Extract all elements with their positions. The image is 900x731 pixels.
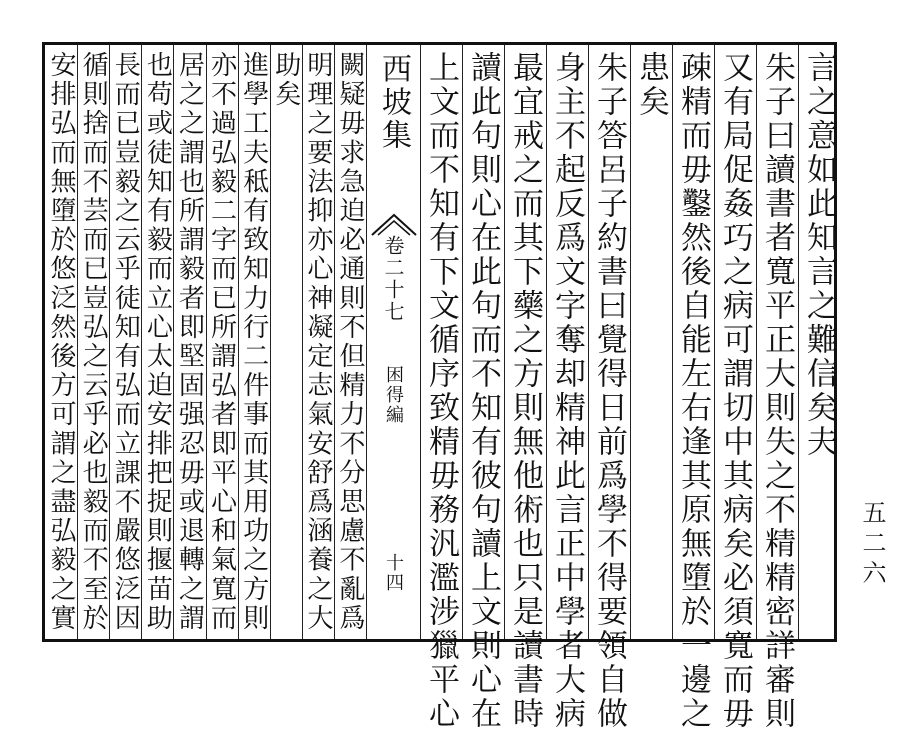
column-text: 又有局促姦巧之病可謂切中其病矣必須寬而毋 bbox=[717, 51, 753, 731]
column-text: 居之之謂也所謂毅者即堅固强忍毋或退轉之謂 bbox=[174, 51, 205, 633]
text-column bbox=[302, 45, 334, 639]
book-title: 西坡集 bbox=[376, 53, 411, 152]
column-text: 朱子曰讀書者寬平正大則失之不精精密詳審則 bbox=[759, 51, 795, 731]
text-column bbox=[238, 45, 270, 639]
column-text: 助矣 bbox=[270, 51, 301, 110]
text-column bbox=[798, 45, 840, 639]
column-text: 長而已豈毅之云乎徒知有弘而立課不嚴悠泛因 bbox=[110, 51, 141, 633]
column-text: 患矣 bbox=[633, 51, 669, 119]
text-column bbox=[462, 45, 504, 731]
text-column bbox=[109, 45, 141, 639]
text-column bbox=[630, 45, 672, 639]
text-column bbox=[672, 45, 714, 731]
text-column bbox=[141, 45, 173, 639]
text-column bbox=[77, 45, 109, 639]
text-column bbox=[206, 45, 238, 639]
column-text: 言之意如此知言之難信矣夫 bbox=[801, 51, 837, 459]
page-number: 五二六 bbox=[858, 500, 886, 590]
column-text: 身主不起反爲文字奪却精神此言正中學者大病 bbox=[549, 51, 585, 731]
text-column bbox=[504, 45, 546, 731]
column-text: 朱子答呂子約書曰覺得日前爲學不得要領自做 bbox=[591, 51, 627, 731]
text-column bbox=[173, 45, 205, 639]
section-title: 困得編 bbox=[383, 365, 404, 425]
volume-label: 卷二十七 bbox=[381, 235, 405, 323]
text-column bbox=[270, 45, 302, 639]
leaf-number: 十四 bbox=[383, 553, 404, 593]
text-column bbox=[588, 45, 630, 731]
column-text: 疎精而毋鑿然後自能左右逢其原無墮於一邊之 bbox=[675, 51, 711, 731]
column-text: 進學工夫秪有致知力行二件事而其用功之方則 bbox=[238, 51, 269, 633]
fish-tail-mark-icon bbox=[370, 211, 418, 237]
text-column bbox=[546, 45, 588, 731]
column-text: 最宜戒之而其下藥之方則無他術也只是讀書時 bbox=[507, 51, 543, 731]
column-text: 上文而不知有下文循序致精毋務汎濫涉獵平心 bbox=[423, 51, 459, 731]
text-column bbox=[714, 45, 756, 731]
column-text: 讀此句則心在此句而不知有彼句讀上文則心在 bbox=[465, 51, 501, 731]
text-column bbox=[420, 45, 462, 731]
gutter-column bbox=[366, 45, 420, 639]
text-column bbox=[45, 45, 77, 639]
column-text: 明理之要法抑亦心神凝定志氣安舒爲涵養之大 bbox=[302, 51, 333, 633]
column-text: 也苟或徒知有毅而立心太迫安排把捉則揠苗助 bbox=[142, 51, 173, 633]
column-text: 循則捨而不芸而已豈弘之云乎必也毅而不至於 bbox=[78, 51, 109, 633]
column-text: 亦不過弘毅二字而已所謂弘者即平心和氣寬而 bbox=[206, 51, 237, 633]
page-frame bbox=[42, 42, 837, 731]
column-text: 安排弘而無墮於悠泛然後方可謂之盡弘毅之實 bbox=[46, 51, 77, 633]
text-column bbox=[756, 45, 798, 731]
column-text: 闕疑毋求急迫必通則不但精力不分思慮不亂爲 bbox=[334, 51, 365, 633]
text-column bbox=[334, 45, 366, 639]
